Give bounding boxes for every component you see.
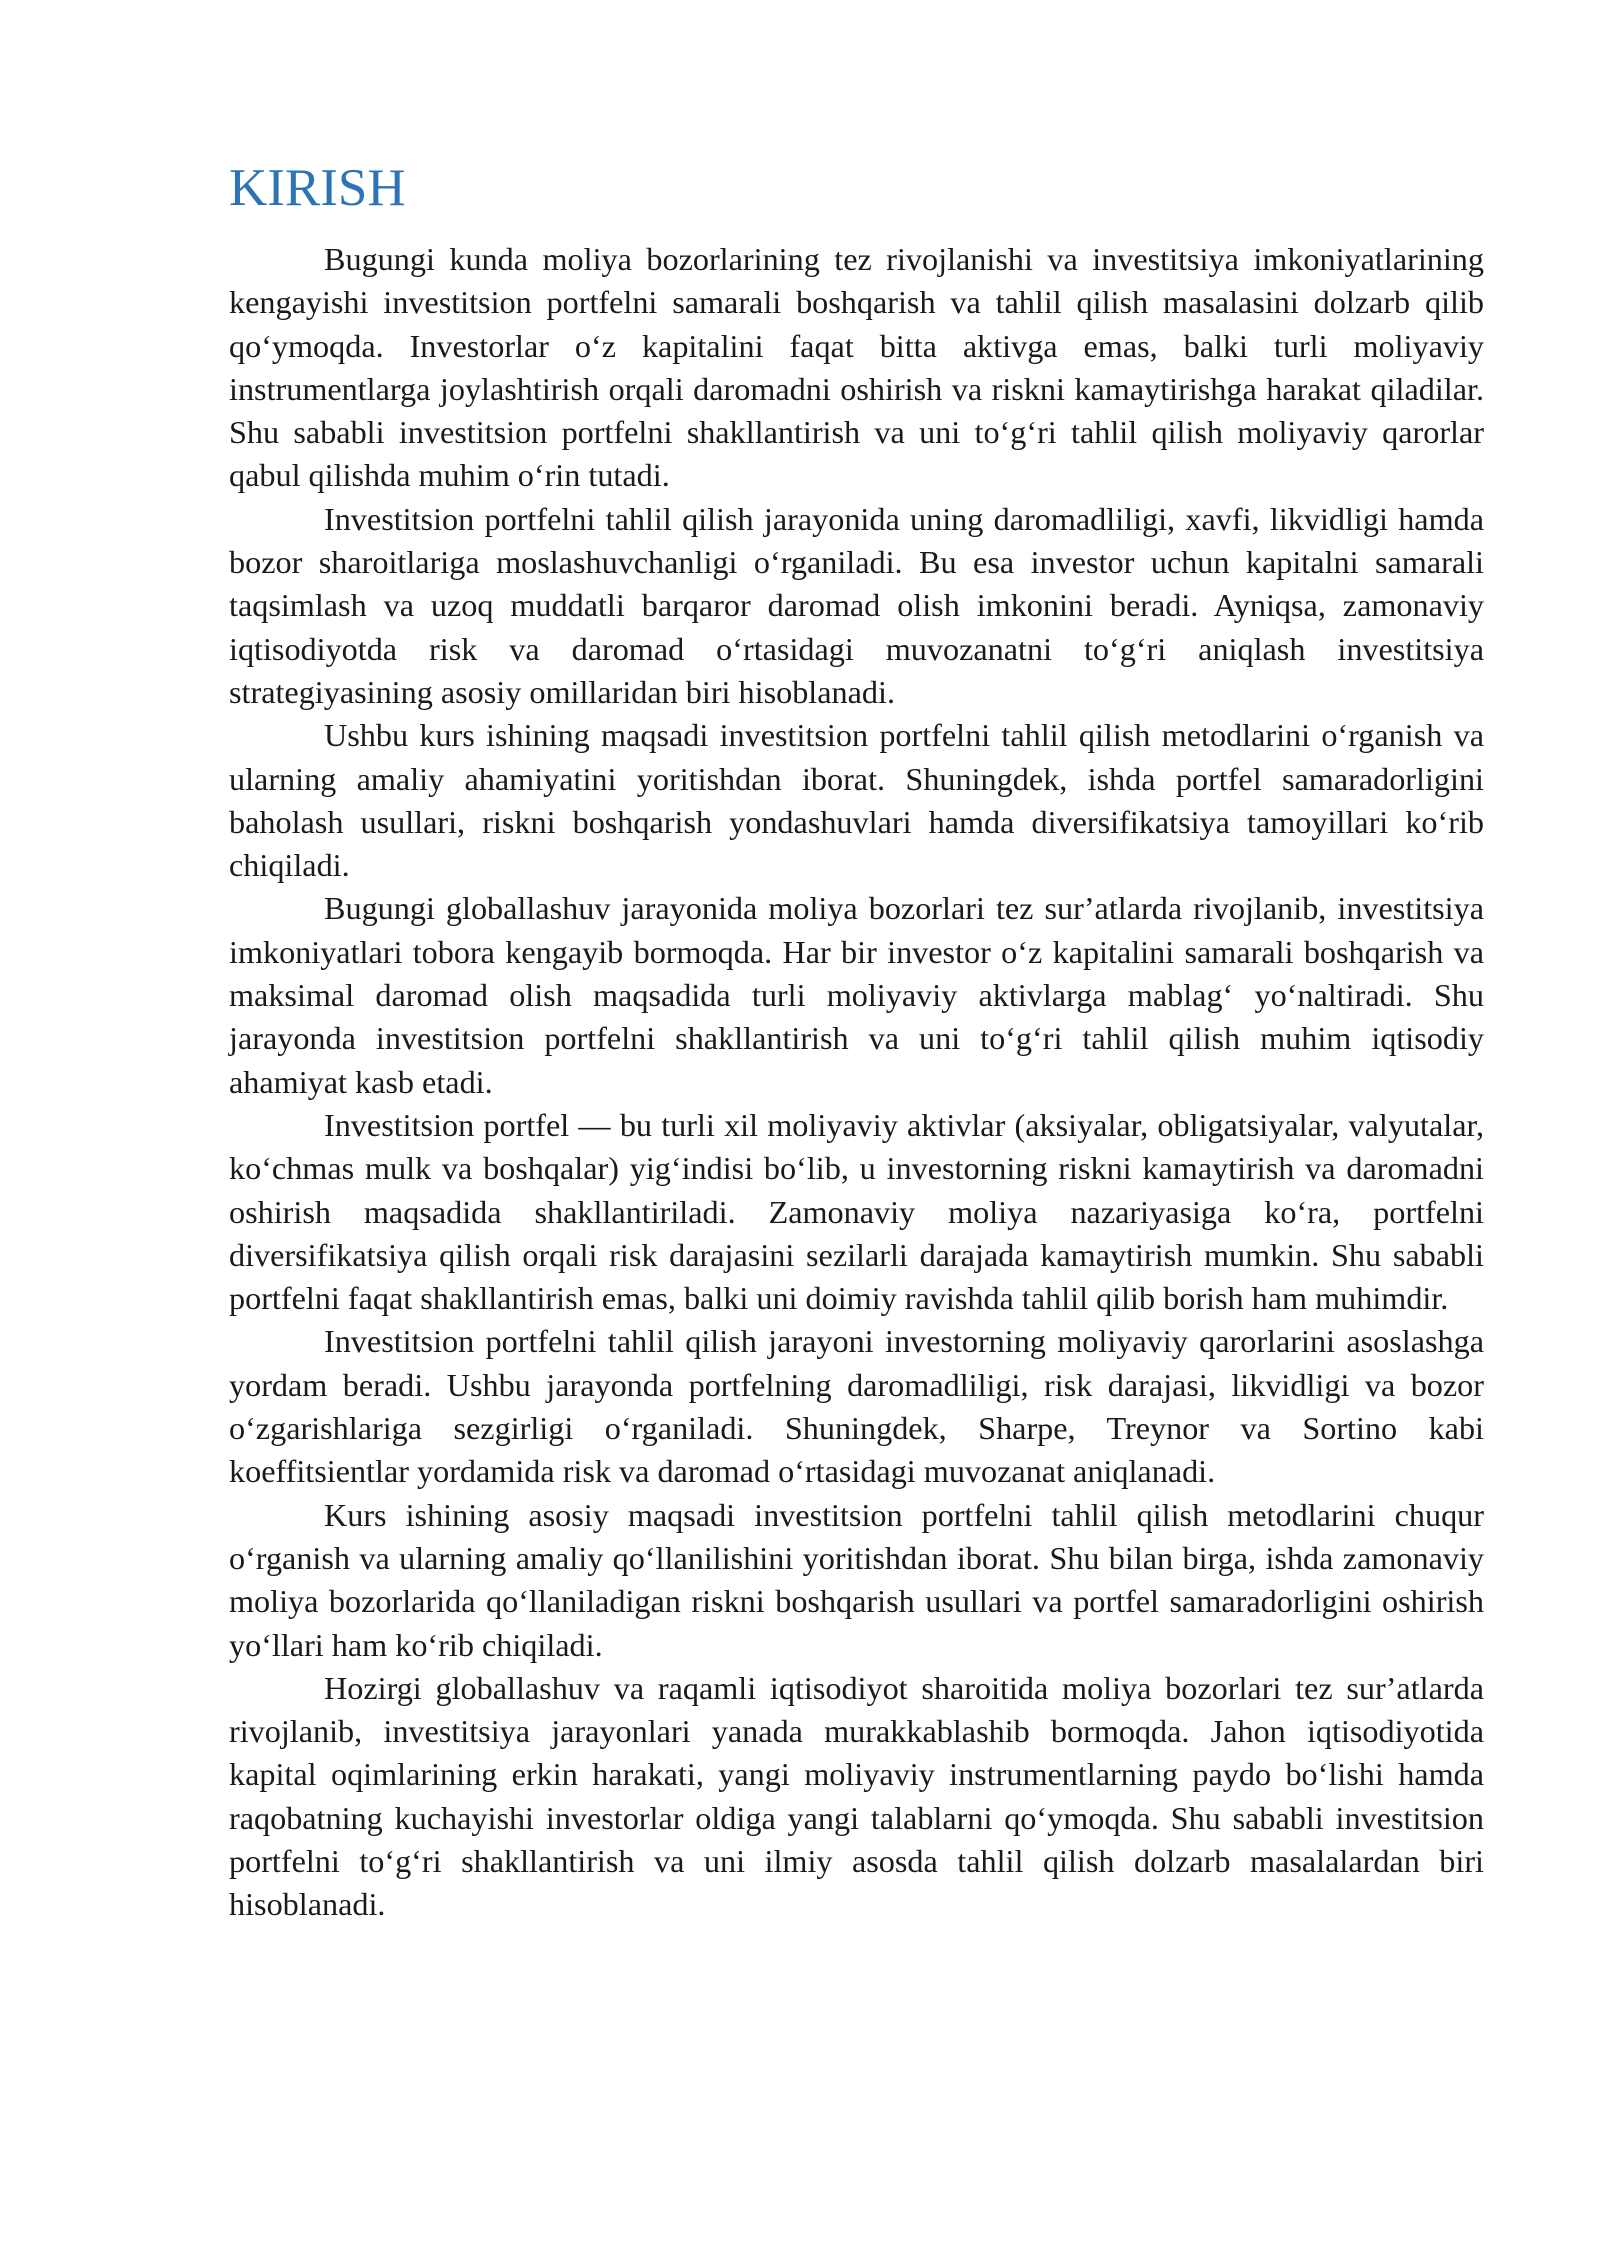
paragraph-6: Investitsion portfelni tahlil qilish jarayoni investorning moliyaviy qarorlarini asoslashga yordam beradi. Ushbu jarayonda portfelning daromadliligi, risk darajasi, likvidligi va bozor oʻzgarishlariga sezgirligi oʻrganiladi. Shuningdek, Sharpe, Treynor va Sortino kabi koeffitsientlar yordamida risk va daromad oʻrtasidagi muvozanat aniqlanadi.: [229, 1323, 1484, 1490]
paragraph-7: Kurs ishining asosiy maqsadi investitsion portfelni tahlil qilish metodlarini chuqur oʻrganish va ularning amaliy qoʻllanilishini yoritishdan iborat. Shu bilan birga, ishda zamonaviy moliya bozorlarida qoʻllaniladigan riskni boshqarish usullari va portfel samaradorligini oshirish yoʻllari ham koʻrib chiqiladi.: [229, 1496, 1484, 1663]
paragraph-5: Investitsion portfel — bu turli xil moliyaviy aktivlar (aksiyalar, obligatsiyalar, valyutalar, koʻchmas mulk va boshqalar) yigʻindisi boʻlib, u investorning riskni kamaytirish va daromadni oshirish maqsadida shakllantiriladi. Zamonaviy moliya nazariyasiga koʻra, portfelni diversifikatsiya qilish orqali risk darajasini sezilarli darajada kamaytirish mumkin. Shu sababli portfelni faqat shakllantirish emas, balki uni doimiy ravishda tahlil qilib borish ham muhimdir.: [229, 1106, 1484, 1317]
paragraph-4: Bugungi globallashuv jarayonida moliya bozorlari tez surʼatlarda rivojlanib, investitsiya imkoniyatlari tobora kengayib bormoqda. Har bir investor oʻz kapitalini samarali boshqarish va maksimal daromad olish maqsadida turli moliyaviy aktivlarga mablagʻ yoʻnaltiradi. Shu jarayonda investitsion portfelni shakllantirish va uni toʻgʻri tahlil qilish muhim iqtisodiy ahamiyat kasb etadi.: [229, 890, 1484, 1100]
paragraph-1: Bugungi kunda moliya bozorlarining tez rivojlanishi va investitsiya imkoniyatlarining kengayishi investitsion portfelni samarali boshqarish va tahlil qilish masalasini dolzarb qilib qoʻymoqda. Investorlar oʻz kapitalini faqat bitta aktivga emas, balki turli moliyaviy instrumentlarga joylashtirish orqali daromadni oshirish va riskni kamaytirishga harakat qiladilar. Shu sababli investitsion portfelni shakllantirish va uni toʻgʻri tahlil qilish moliyaviy qarorlar qabul qilishda muhim oʻrin tutadi.: [229, 241, 1484, 494]
paragraph-3: Ushbu kurs ishining maqsadi investitsion portfelni tahlil qilish metodlarini oʻrganish va ularning amaliy ahamiyatini yoritishdan iborat. Shuningdek, ishda portfel samaradorligini baholash usullari, riskni boshqarish yondashuvlari hamda diversifikatsiya tamoyillari koʻrib chiqiladi.: [229, 717, 1484, 884]
page-title: KIRISH: [229, 159, 406, 217]
page-content: [229, 160, 1484, 1927]
body-text: [229, 238, 1484, 1927]
paragraph-8: Hozirgi globallashuv va raqamli iqtisodiyot sharoitida moliya bozorlari tez surʼatlarda rivojlanib, investitsiya jarayonlari yanada murakkablashib bormoqda. Jahon iqtisodiyotida kapital oqimlarining erkin harakati, yangi moliyaviy instrumentlarning paydo boʻlishi hamda raqobatning kuchayishi investorlar oldiga yangi talablarni qoʻymoqda. Shu sababli investitsion portfelni toʻgʻri shakllantirish va uni ilmiy asosda tahlil qilish dolzarb masalalardan biri hisoblanadi.: [229, 1669, 1484, 1923]
paragraph-2: Investitsion portfelni tahlil qilish jarayonida uning daromadliligi, xavfi, likvidligi hamda bozor sharoitlariga moslashuvchanligi oʻrganiladi. Bu esa investor uchun kapitalni samarali taqsimlash va uzoq muddatli barqaror daromad olish imkonini beradi. Ayniqsa, zamonaviy iqtisodiyotda risk va daromad oʻrtasidagi muvozanatni toʻgʻri aniqlash investitsiya strategiyasining asosiy omillaridan biri hisoblanadi.: [229, 500, 1484, 710]
